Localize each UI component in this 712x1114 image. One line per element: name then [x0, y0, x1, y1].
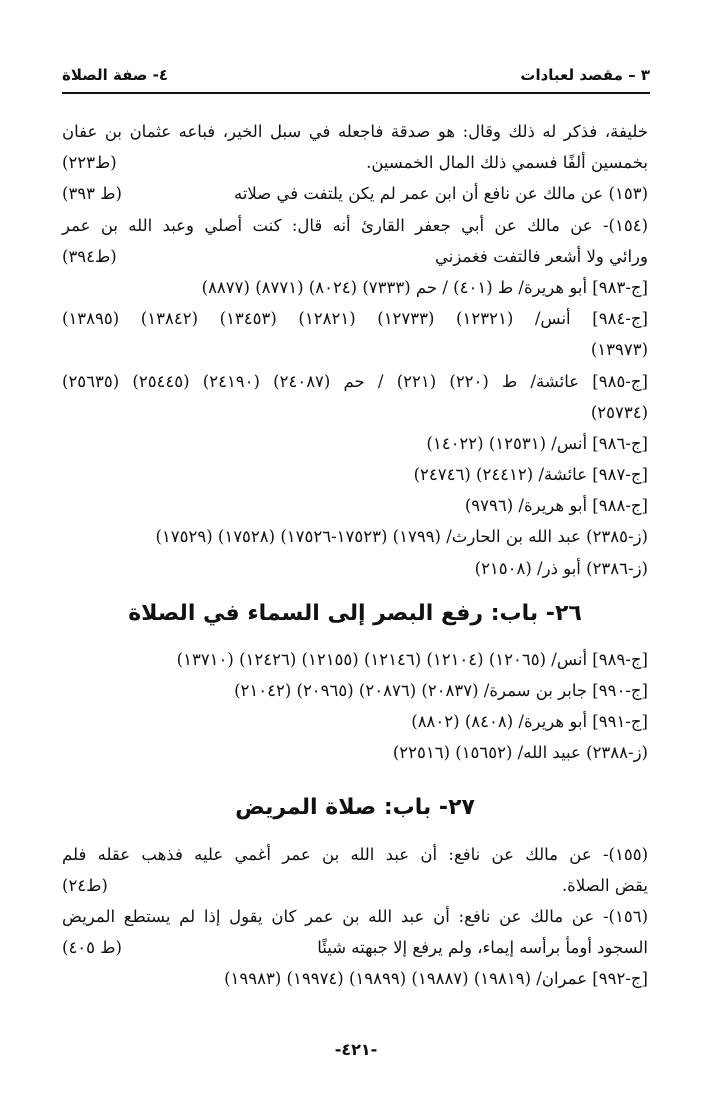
text-block-27	[62, 839, 648, 995]
text-line	[62, 963, 648, 994]
line-text: (ز-٢٣٨٦) أبو ذر/ (٢١٥٠٨)	[474, 558, 648, 578]
line-text: بخمسين ألفًا فسمي ذلك المال الخمسين.	[366, 153, 648, 173]
line-text: [ج-٩٨٧] عائشة/ (٢٤٤١٢) (٢٤٧٤٦)	[413, 465, 648, 485]
text-line	[62, 644, 648, 675]
citation-ref: (ط ٤٠٥)	[62, 938, 122, 958]
line-text: (١٥٥)- عن مالك عن نافع: أن عبد الله بن عمر أغمي عليه فذهب عقله فلم	[62, 844, 648, 864]
line-text: [ج-٩٩١] أبو هريرة/ (٨٤٠٨) (٨٨٠٢)	[411, 712, 648, 732]
line-text: (١٣٩٧٣)	[590, 340, 648, 360]
running-header	[62, 60, 650, 90]
line-text: يقض الصلاة.	[561, 875, 648, 895]
line-text: [ج-٩٨٣] أبو هريرة/ ط (٤٠١) / حم (٧٣٣٣) (٨٠٢٤) (٨٧٧١) (٨٨٧٧)	[201, 277, 648, 297]
text-line	[62, 870, 648, 901]
citation-ref: (ط٢٢٣)	[62, 153, 117, 173]
text-line	[62, 178, 648, 209]
text-line	[62, 490, 648, 521]
text-line	[62, 241, 648, 272]
text-line	[62, 116, 648, 147]
line-text: [ج-٩٩٠] جابر بن سمرة/ (٢٠٨٣٧) (٢٠٨٧٦) (٢٠٩٦٥) (٢١٠٤٢)	[234, 681, 648, 700]
line-text: [ج-٩٩٢] عمران/ (١٩٨١٩) (١٩٨٨٧) (١٩٨٩٩) (١٩٩٧٤) (١٩٩٨٣)	[224, 969, 648, 989]
line-text: (ز-٢٣٨٥) عبد الله بن الحارث/ (١٧٩٩) (١٧٥٢٣-١٧٥٢٦) (١٧٥٢٨) (١٧٥٢٩)	[155, 527, 648, 547]
text-line	[62, 706, 648, 737]
chapter-heading-26: ٢٦- باب: رفع البصر إلى السماء في الصلاة	[128, 600, 582, 626]
text-line	[62, 303, 648, 334]
line-text: (٢٥٧٣٤)	[590, 402, 648, 422]
text-line	[62, 839, 648, 870]
page-number: -٤٢١-	[334, 1040, 378, 1059]
text-line	[62, 334, 648, 365]
text-line	[62, 553, 648, 584]
text-block-main	[62, 116, 648, 584]
text-line	[62, 901, 648, 932]
text-line	[62, 210, 648, 241]
text-line	[62, 521, 648, 552]
line-text: ورائي ولا أشعر فالتفت فغمزني	[434, 246, 648, 266]
citation-ref: (ط٢٤)	[62, 875, 108, 895]
line-text: السجود أومأ برأسه إيماء، ولم يرفع إلا جبهته شيئًا	[317, 938, 648, 958]
line-text: (ز-٢٣٨٨) عبيد الله/ (١٥٦٥٢) (٢٢٥١٦)	[392, 743, 648, 763]
page-body	[62, 116, 648, 995]
line-text: [ج-٩٨٨] أبو هريرة/ (٩٧٩٦)	[464, 496, 648, 516]
line-text: خليفة، فذكر له ذلك وقال: هو صدقة فاجعله في سبل الخير، فباعه عثمان بن عفان	[62, 122, 648, 141]
spacer	[62, 769, 648, 777]
text-line	[62, 147, 648, 178]
header-rule	[62, 92, 650, 94]
line-text: [ج-٩٨٩] أنس/ (١٢٠٦٥) (١٢١٠٤) (١٢١٤٦) (١٢١٥٥) (١٢٤٢٦) (١٣٧١٠)	[176, 649, 648, 669]
text-line	[62, 737, 648, 768]
citation-ref: (ط ٣٩٣)	[62, 184, 122, 204]
text-line	[62, 459, 648, 490]
chapter-heading-27: ٢٧- باب: صلاة المريض	[235, 794, 475, 820]
text-line	[62, 932, 648, 963]
text-block-26	[62, 644, 648, 769]
header-section-title: ٣ – مقصد لعبادات	[520, 66, 650, 84]
line-text: (١٥٣) عن مالك عن نافع أن ابن عمر لم يكن يلتفت في صلاته	[233, 184, 648, 204]
line-text: [ج-٩٨٥] عائشة/ ط (٢٢٠) (٢٢١) / حم (٢٤٠٨٧) (٢٤١٩٠) (٢٥٤٤٥) (٢٥٦٣٥)	[62, 371, 648, 391]
header-chapter-title: ٤- صفة الصلاة	[62, 66, 169, 84]
line-text: (١٥٦)- عن مالك عن نافع: أن عبد الله بن عمر كان يقول إذا لم يستطع المريض	[62, 906, 648, 926]
text-line	[62, 428, 648, 459]
line-text: [ج-٩٨٤] أنس/ (١٢٣٢١) (١٢٧٣٣) (١٢٨٢١) (١٣٤٥٣) (١٣٨٤٢) (١٣٨٩٥)	[62, 309, 648, 329]
text-line	[62, 366, 648, 397]
text-line	[62, 272, 648, 303]
line-text: (١٥٤)- عن مالك عن أبي جعفر القارئ أنه قال: كنت أصلي وعبد الله بن عمر	[62, 215, 648, 235]
line-text: [ج-٩٨٦] أنس/ (١٢٥٣١) (١٤٠٢٢)	[426, 433, 648, 453]
citation-ref: (ط٣٩٤)	[62, 246, 117, 266]
text-line	[62, 397, 648, 428]
text-line	[62, 675, 648, 706]
